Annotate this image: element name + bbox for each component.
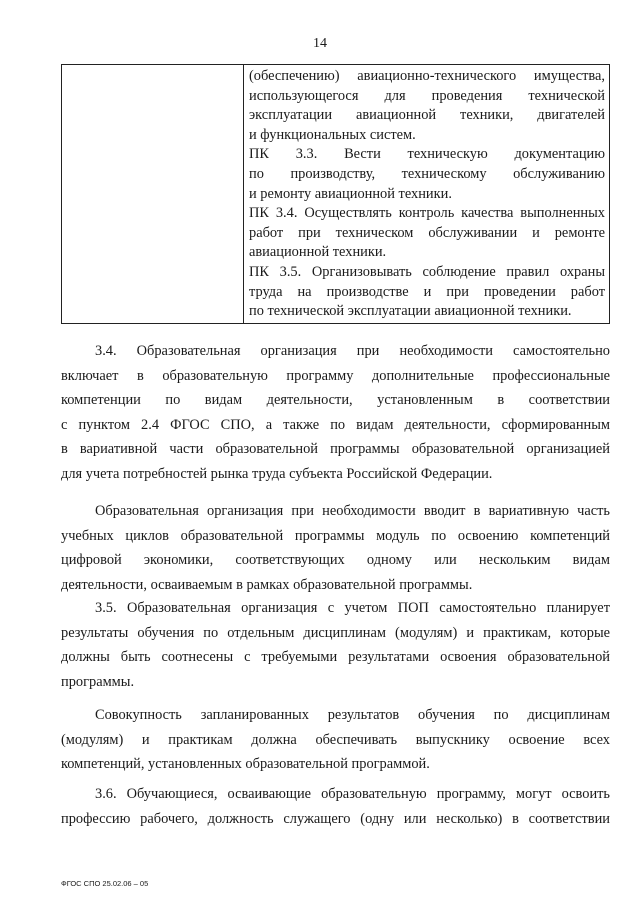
paragraph-line: 3.6. Обучающиеся, осваивающие образовательную программу, могут освоить: [95, 786, 610, 802]
paragraph-line: 3.4. Образовательная организация при необходимости самостоятельно: [95, 343, 610, 359]
paragraph-3-5: [61, 596, 610, 694]
paragraph-line: в вариативной части образовательной программы образовательной организацией: [61, 441, 610, 458]
page-number: 14: [313, 36, 327, 51]
table-line: и функциональных систем.: [249, 126, 416, 143]
paragraph-line: программы.: [61, 673, 135, 690]
table-left-cell: [62, 65, 244, 323]
paragraph-line: (модулям) и практикам должна обеспечивать выпускнику освоение всех: [61, 731, 610, 748]
table-line: ПК 3.3. Вести техническую документацию: [249, 146, 605, 163]
table-right-cell: [244, 65, 609, 323]
paragraph-3-4: [61, 339, 610, 487]
table-line: по производству, техническому обслуживанию: [249, 165, 605, 182]
table-line: авиационной техники.: [249, 244, 387, 261]
table-line: работ при техническом обслуживании и ремонте: [249, 224, 605, 241]
paragraph-line: цифровой экономики, соответствующих одному или нескольким видам: [61, 552, 610, 569]
paragraph-line: 3.5. Образовательная организация с учетом ПОП самостоятельно планирует: [95, 600, 610, 616]
table-line: ПК 3.4. Осуществлять контроль качества выполненных: [249, 205, 605, 222]
paragraph-line: профессию рабочего, должность служащего (одну или несколько) в соответствии: [61, 810, 610, 827]
paragraph-line: учебных циклов образовательной программы модуль по освоению компетенций: [61, 527, 610, 544]
paragraph-line: деятельности, осваиваемым в рамках образовательной программы.: [61, 576, 473, 593]
paragraph-line: должны быть соотнесены с требуемыми результатами освоения образовательной: [61, 649, 610, 666]
paragraph-3-6: [61, 782, 610, 831]
document-footer: ФГОС СПО 25.02.06 – 05: [61, 879, 149, 888]
competencies-table: [61, 64, 610, 324]
table-line: (обеспечению) авиационно-технического имущества,: [249, 68, 605, 84]
table-line: по технической эксплуатации авиационной техники.: [249, 303, 572, 320]
paragraph-line: Совокупность запланированных результатов обучения по дисциплинам: [95, 707, 610, 723]
paragraph-line: компетенции по видам деятельности, установленным в соответствии: [61, 392, 610, 409]
paragraph-line: для учета потребностей рынка труда субъекта Российской Федерации.: [61, 465, 493, 482]
table-line: ПК 3.5. Организовывать соблюдение правил охраны: [249, 263, 605, 280]
paragraph-line: результаты обучения по отдельным дисциплинам (модулям) и практикам, которые: [61, 624, 610, 641]
paragraph-learning-outcomes: [61, 703, 610, 777]
table-line: и ремонту авиационной техники.: [249, 185, 452, 202]
table-line: использующегося для проведения технической: [249, 87, 605, 104]
paragraph-line: с пунктом 2.4 ФГОС СПО, а также по видам деятельности, сформированным: [61, 416, 610, 433]
table-line: эксплуатации авиационной техники, двигателей: [249, 107, 605, 124]
paragraph-line: компетенций, установленных образовательной программой.: [61, 756, 430, 773]
table-line: труда на производстве и при проведении работ: [249, 283, 605, 300]
paragraph-digital-economy: [61, 499, 610, 597]
paragraph-line: включает в образовательную программу дополнительные профессиональные: [61, 367, 610, 384]
paragraph-line: Образовательная организация при необходимости вводит в вариативную часть: [95, 503, 610, 519]
